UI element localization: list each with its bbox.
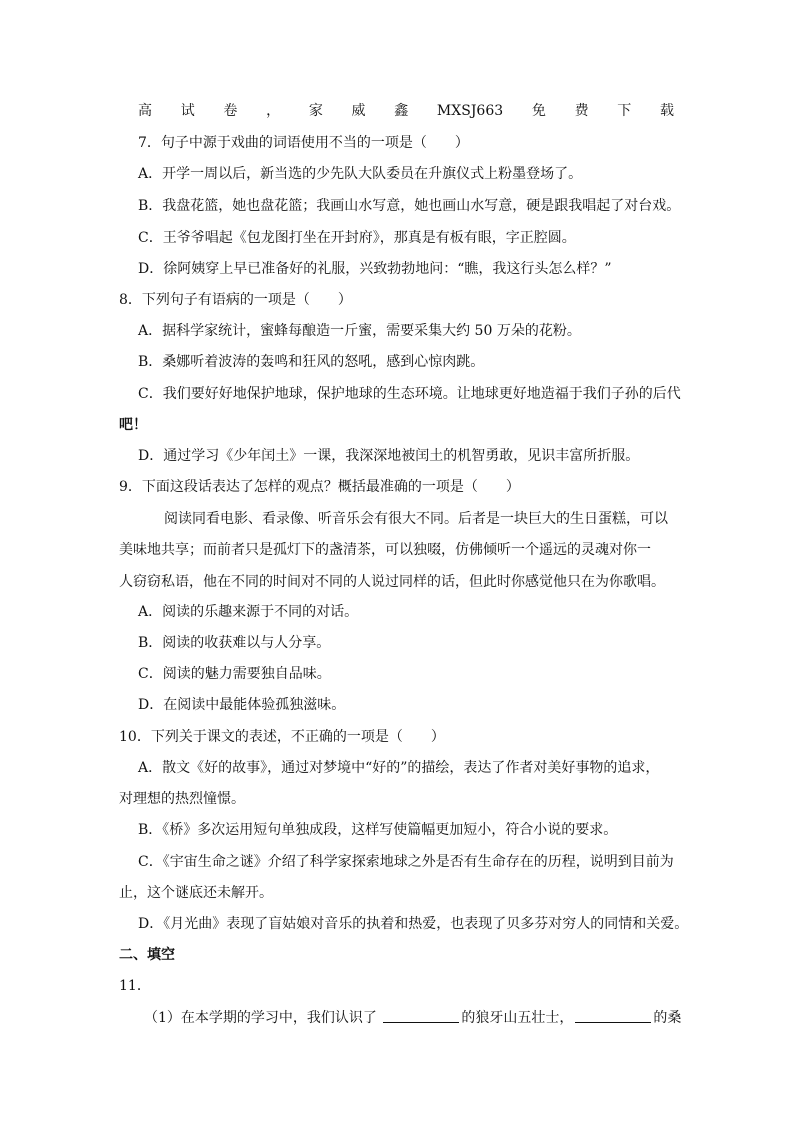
question-9-option-c: C．阅读的魅力需要独自品味。: [138, 666, 331, 682]
question-10-option-c-cont: 止，这个谜底还未解开。: [119, 885, 273, 901]
fill-blank: [575, 1008, 651, 1023]
question-8-option-a: A．据科学家统计，蜜蜂每酿造一斤蜜，需要采集大约 50 万朵的花粉。: [138, 323, 581, 339]
question-10-option-b: B．《桥》多次运用短句单独成段，这样写使篇幅更加短小，符合小说的要求。: [138, 822, 618, 838]
section-2-title: 二、填空: [119, 947, 175, 963]
question-9-passage-line: 人窃窃私语，他在不同的时间对不同的人说过同样的话，但此时你感觉他只在为你歌唱。: [119, 574, 665, 590]
question-10-option-a: A．散文《好的故事》，通过对梦境中“好的”的描绘，表达了作者对美好事物的追求，: [138, 760, 660, 776]
question-8-option-c-cont: 吧！: [119, 417, 147, 433]
question-7-option-a: A．开学一周以后，新当选的少先队大队委员在升旗仪式上粉墨登场了。: [138, 166, 583, 182]
question-11-number: 11．: [119, 978, 151, 994]
header-char: 费: [574, 103, 589, 119]
fill-blank: [383, 1008, 459, 1023]
question-7-option-d: D．徐阿姨穿上早已准备好的礼服，兴致勃勃地问：“瞧，我这行头怎么样？”: [138, 261, 612, 277]
question-9-option-b: B．阅读的收获难以与人分享。: [138, 635, 331, 651]
question-7-option-c: C．王爷爷唱起《包龙图打坐在开封府》，那真是有板有眼，字正腔圆。: [138, 230, 576, 246]
question-9-option-d: D．在阅读中最能体验孤独滋味。: [138, 697, 346, 713]
header-char: 卷: [223, 103, 238, 119]
header-char: 家: [308, 103, 323, 119]
question-8-option-b: B．桑娜听着波涛的轰鸣和狂风的怒吼，感到心惊肉跳。: [138, 354, 485, 370]
question-11-item-1-text: （1）在本学期的学习中，我们认识了: [144, 1010, 382, 1026]
question-7-option-b: B．我盘花篮，她也盘花篮；我画山水写意，她也画山水写意，硬是跟我唱起了对台戏。: [138, 198, 681, 214]
header-char: 免: [531, 103, 546, 119]
header-char: 载: [659, 103, 674, 119]
question-10-option-a-cont: 对理想的热烈憧憬。: [119, 791, 245, 807]
header-char: ，: [266, 103, 281, 119]
question-9-passage-line: 美味地共享；而前者只是孤灯下的盏清茶，可以独啜，仿佛倾听一个遥远的灵魂对你一: [119, 542, 651, 558]
question-7-stem: 7．句子中源于戏曲的词语使用不当的一项是（ ）: [138, 135, 469, 151]
question-9-stem: 9．下面这段话表达了怎样的观点？概括最准确的一项是（ ）: [119, 479, 520, 495]
question-10-stem: 10．下列关于课文的表述，不正确的一项是（ ）: [119, 729, 445, 745]
header-char: 高: [138, 103, 152, 119]
question-11-item-1: [144, 1008, 681, 1028]
page-header: [138, 101, 674, 121]
question-11-item-1-text: 的狼牙山五壮士，: [461, 1010, 574, 1026]
question-9-passage-line: 阅读同看电影、看录像、听音乐会有很大不同。后者是一块巨大的生日蛋糕，可以: [164, 511, 668, 527]
question-9-option-a: A．阅读的乐趣来源于不同的对话。: [138, 604, 359, 620]
header-code: MXSJ663: [436, 103, 504, 119]
header-char: 威: [351, 103, 366, 119]
header-char: 试: [180, 103, 195, 119]
header-char: 鑫: [394, 103, 409, 119]
question-11-item-1-text: 的桑: [653, 1010, 682, 1026]
header-char: 下: [617, 103, 632, 119]
question-10-option-c: C．《宇宙生命之谜》介绍了科学家探索地球之外是否有生命存在的历程，说明到目前为: [138, 854, 674, 870]
question-8-option-d: D．通过学习《少年闰土》一课，我深深地被闰土的机智勇敢，见识丰富所折服。: [138, 448, 640, 464]
question-8-option-c: C．我们要好好地保护地球，保护地球的生态环境。让地球更好地造福于我们子孙的后代: [138, 386, 681, 402]
question-8-stem: 8．下列句子有语病的一项是（ ）: [119, 292, 352, 308]
question-10-option-d: D．《月光曲》表现了盲姑娘对音乐的执着和热爱，也表现了贝多芬对穷人的同情和关爱。: [138, 916, 689, 932]
